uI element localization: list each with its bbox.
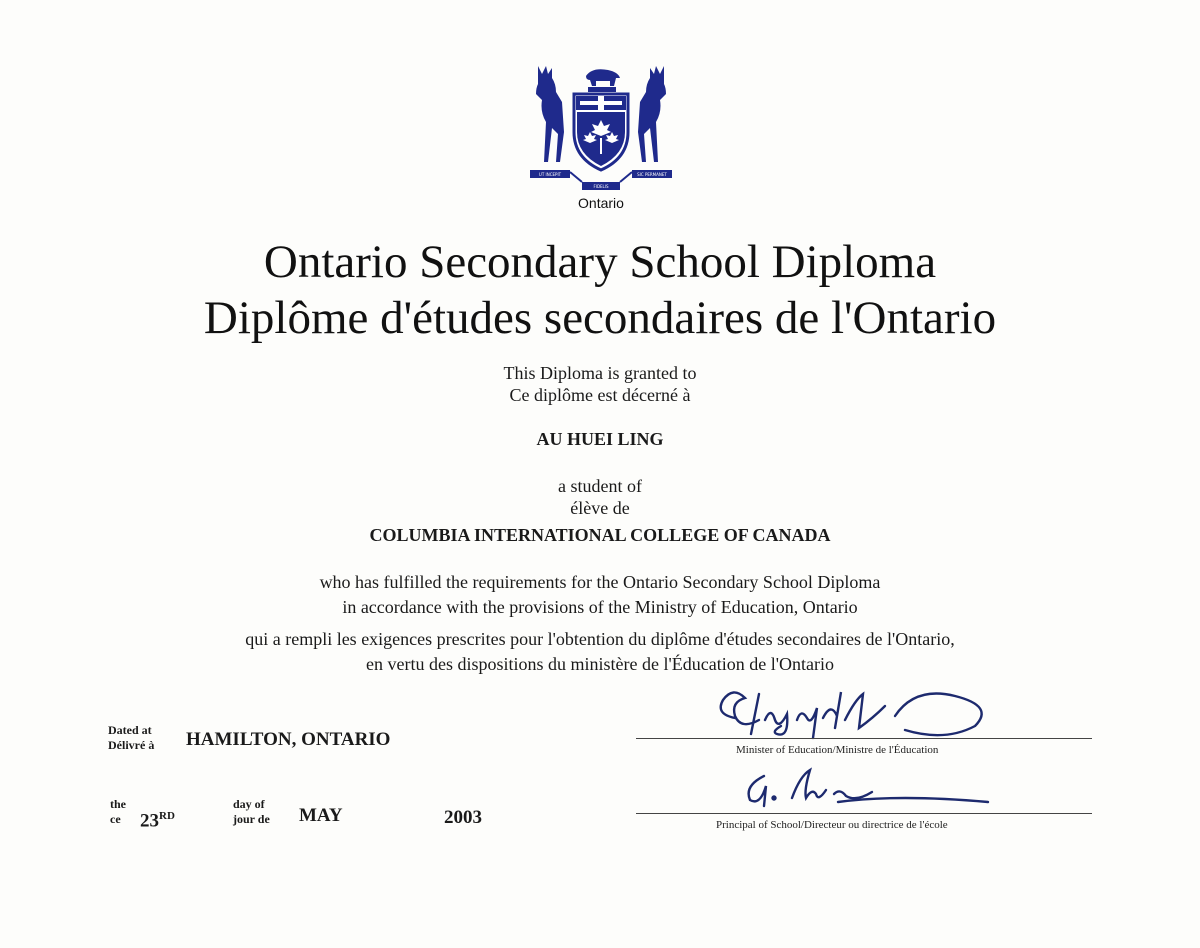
crest-motto-left: UT INCEPIT: [538, 172, 562, 177]
dated-place: HAMILTON, ONTARIO: [186, 729, 391, 750]
requirements-fr-2: en vertu des dispositions du ministère de l'Éducation de l'Ontario: [366, 654, 834, 674]
requirements-fr-1: qui a rempli les exigences prescrites pour l'obtention du diplôme d'études secondaires de l'Ontario,: [245, 629, 955, 649]
crest-label: Ontario: [578, 195, 624, 211]
date-year: 2003: [444, 807, 482, 828]
minister-signature-line: [636, 738, 1092, 739]
dayof-label-en: day of: [233, 797, 265, 811]
dated-label-en: Dated at: [108, 723, 152, 737]
the-label-en: the: [110, 797, 126, 811]
minister-signature-icon: [705, 680, 1005, 750]
title-english: Ontario Secondary School Diploma: [263, 236, 937, 288]
date-day: [140, 805, 175, 832]
school-line-fr: élève de: [570, 498, 630, 518]
requirements-en-2: in accordance with the provisions of the Ministry of Education, Ontario: [342, 597, 858, 617]
school-name: COLUMBIA INTERNATIONAL COLLEGE OF CANADA: [369, 525, 831, 545]
dayof-label-fr: jour de: [233, 812, 270, 826]
crest-motto-right: SIC PERMANET: [637, 172, 667, 177]
dated-label-fr: Délivré à: [108, 738, 155, 752]
principal-signature-icon: [740, 764, 1000, 814]
principal-caption: Principal of School/Directeur ou directrice de l'école: [716, 819, 948, 831]
recipient-name: AU HUEI LING: [536, 429, 664, 449]
coat-of-arms-icon: [528, 62, 674, 192]
date-month: MAY: [299, 805, 343, 826]
grant-line-fr: Ce diplôme est décerné à: [509, 385, 691, 405]
ontario-coat-of-arms: [528, 62, 674, 214]
the-label-fr: ce: [110, 812, 121, 826]
crest-motto-center: FIDELIS: [593, 184, 609, 189]
principal-signature-line: [636, 813, 1092, 814]
date-day-suffix: RD: [159, 810, 175, 822]
title-french: Diplôme d'études secondaires de l'Ontario: [203, 292, 997, 344]
grant-line-en: This Diploma is granted to: [503, 363, 697, 383]
date-day-number: 23: [140, 810, 159, 832]
minister-caption: Minister of Education/Ministre de l'Éducation: [736, 744, 939, 756]
school-line-en: a student of: [558, 476, 642, 496]
requirements-en-1: who has fulfilled the requirements for the Ontario Secondary School Diploma: [319, 572, 881, 592]
